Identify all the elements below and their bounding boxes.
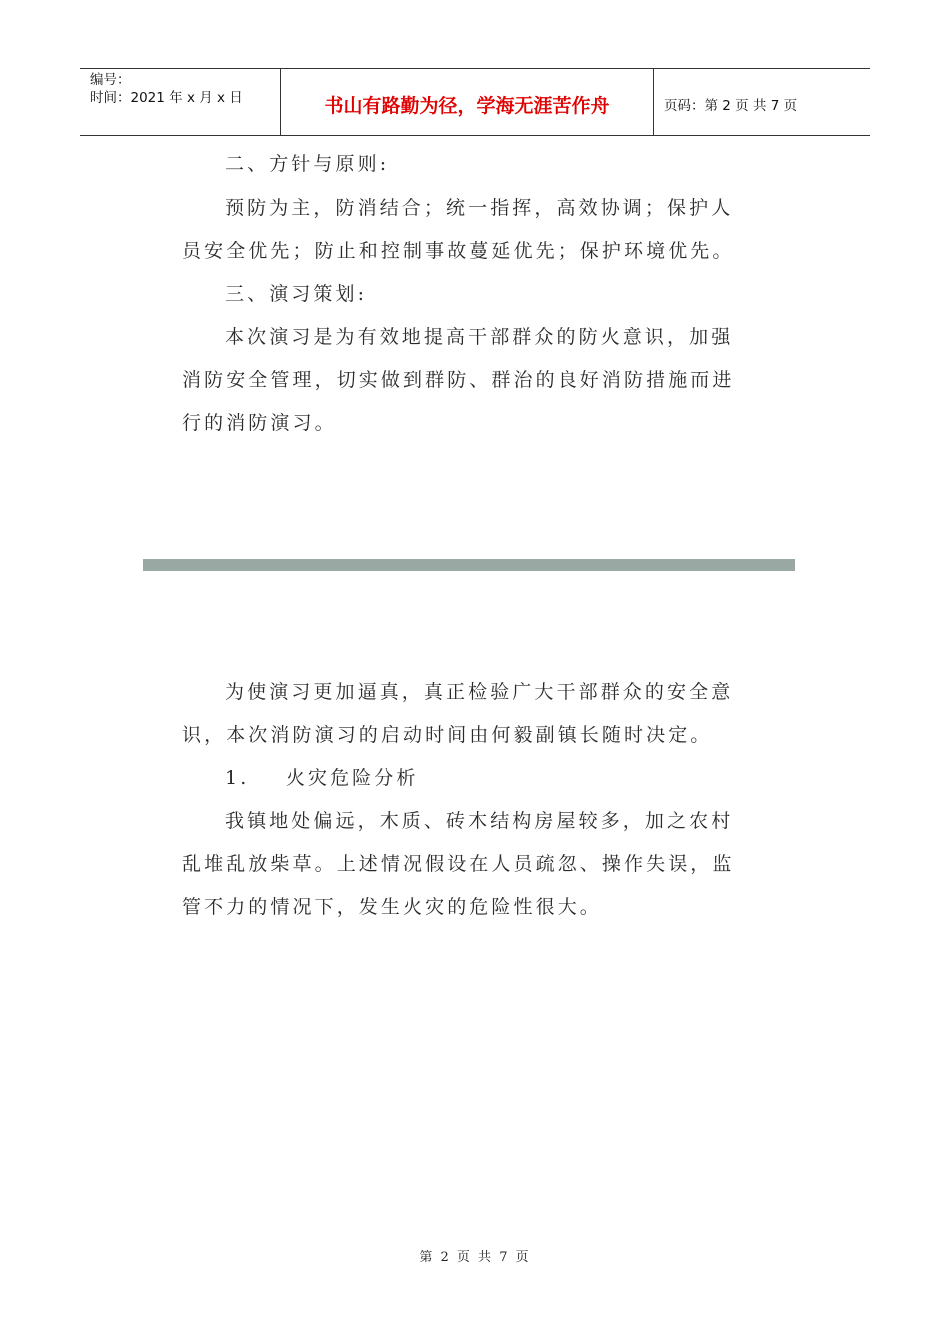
item1-body: 我镇地处偏远，木质、砖木结构房屋较多，加之农村乱堆乱放柴草。上述情况假设在人员疏忽、操作失误，监管不力的情况下，发生火灾的危险性很大。 [182, 810, 735, 918]
section2-body: 预防为主，防消结合；统一指挥，高效协调；保护人员安全优先；防止和控制事故蔓延优先；保护环境优先。 [182, 197, 735, 262]
footer-page-number: 第 2 页 共 7 页 [419, 1250, 531, 1265]
document-header [80, 68, 870, 136]
section-divider [143, 559, 795, 571]
header-motto: 书山有路勤为径，学海无涯苦作舟 [281, 69, 654, 135]
header-meta-cell [80, 69, 281, 135]
item1-heading: 1. 火灾危险分析 [225, 767, 419, 789]
section3-heading: 三、演习策划: [225, 283, 368, 305]
document-number-label: 编号： [90, 72, 131, 88]
section2-heading: 二、方针与原则: [225, 153, 390, 175]
header-page-indicator: 页码：第 2 页 共 7 页 [664, 98, 798, 114]
realism-paragraph: 为使演习更加逼真，真正检验广大干部群众的安全意识，本次消防演习的启动时间由何毅副镇长随时决定。 [182, 681, 734, 746]
document-date-label: 时间：2021 年 x 月 x 日 [90, 90, 243, 106]
section3-body: 本次演习是为有效地提高干部群众的防火意识，加强消防安全管理，切实做到群防、群治的良好消防措施而进行的消防演习。 [182, 326, 735, 434]
